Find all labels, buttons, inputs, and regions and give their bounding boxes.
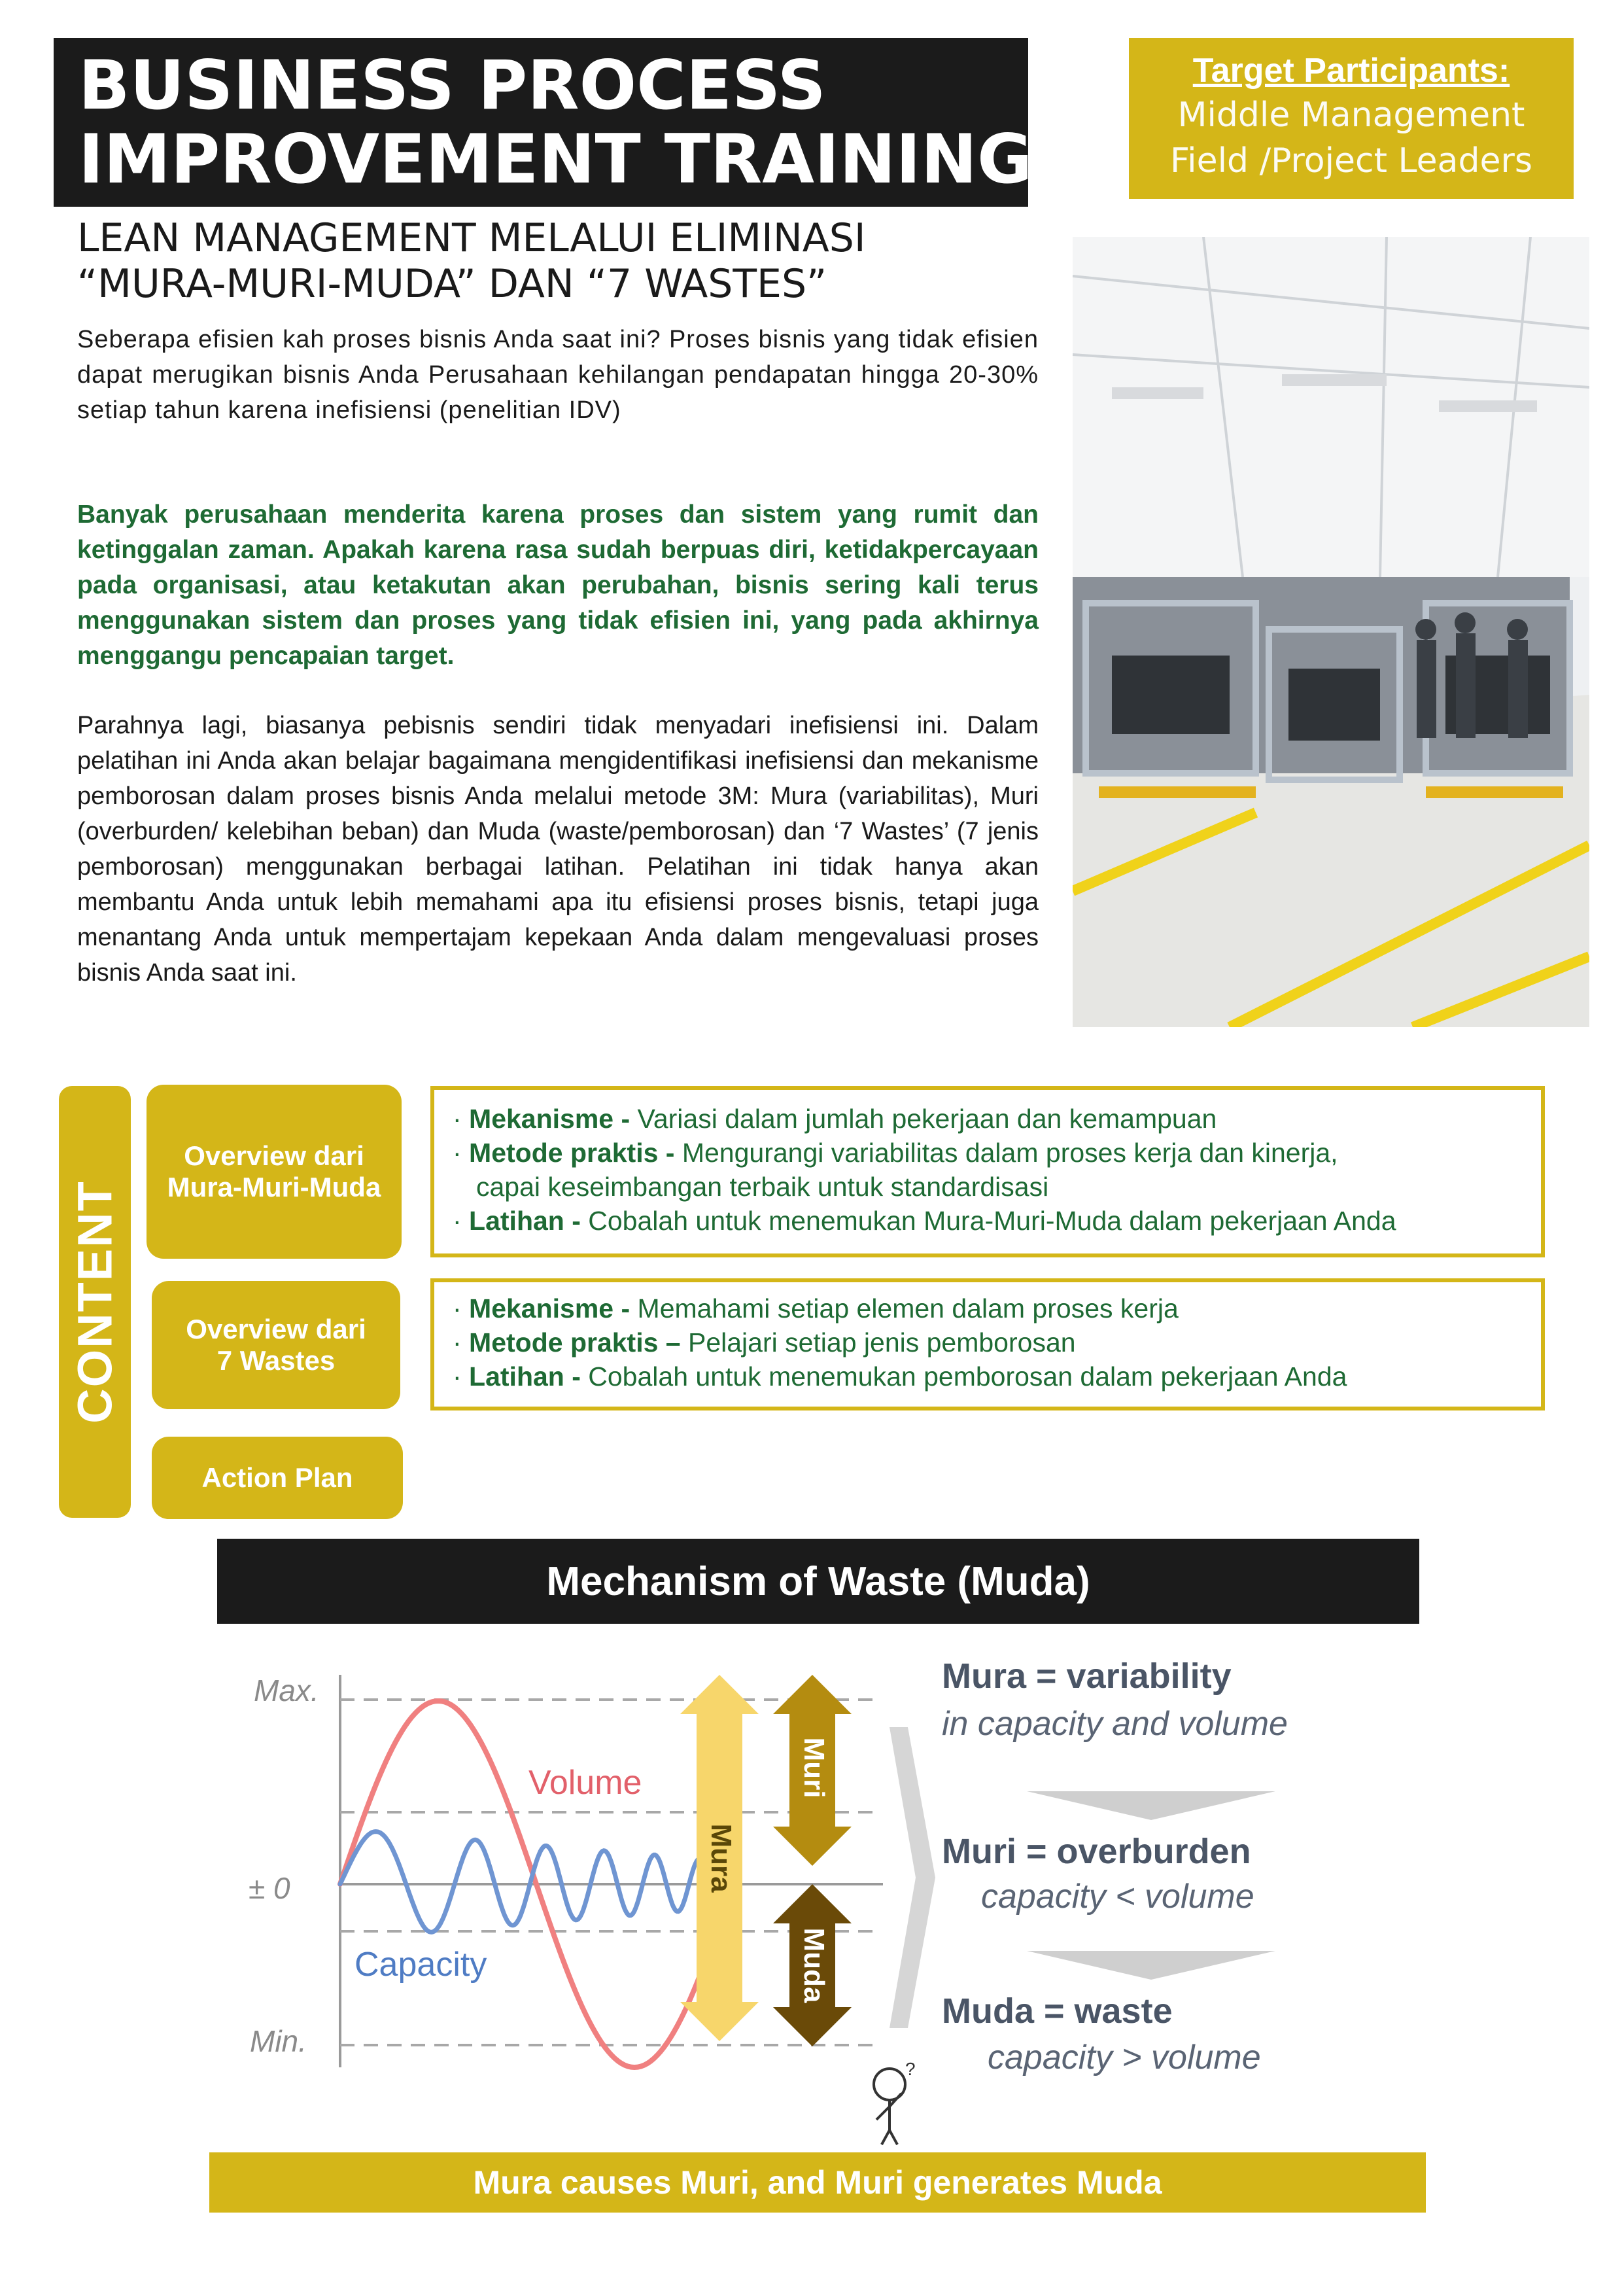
- topic-mura-muri-muda: [147, 1085, 402, 1259]
- topic-line: Mura-Muri-Muda: [167, 1172, 381, 1202]
- detail-item: · Latihan - Cobalah untuk menemukan Mura-Muri-Muda dalam pekerjaan Anda: [453, 1206, 1396, 1236]
- target-item: Field /Project Leaders: [1170, 141, 1532, 181]
- detail-text: Mengurangi variabilitas dalam proses kerja dan kinerja,: [674, 1138, 1338, 1168]
- axis-zero-label: ± 0: [249, 1871, 290, 1905]
- title-line-2: IMPROVEMENT TRAINING: [78, 120, 1033, 199]
- detail-text: capai keseimbangan terbaik untuk standardisasi: [476, 1172, 1049, 1202]
- details-mura-muri-muda: [430, 1086, 1545, 1257]
- def-muda-desc: capacity > volume: [988, 2039, 1261, 2076]
- topic-line: 7 Wastes: [216, 1345, 336, 1376]
- detail-key: Latihan -: [469, 1361, 581, 1392]
- def-muri-term: Muri = overburden: [942, 1832, 1251, 1871]
- detail-key: Metode praktis -: [469, 1138, 675, 1168]
- topic-7-wastes: [152, 1281, 400, 1409]
- detail-key: Metode praktis –: [469, 1327, 681, 1358]
- muda-arrow-label: Muda: [798, 1927, 830, 2003]
- mechanism-heading: Mechanism of Waste (Muda): [217, 1539, 1419, 1624]
- subtitle-line-2: “MURA-MURI-MUDA” DAN “7 WASTES”: [77, 261, 827, 307]
- detail-key: Mekanisme -: [469, 1104, 631, 1134]
- detail-item: · Latihan - Cobalah untuk menemukan pemborosan dalam pekerjaan Anda: [453, 1361, 1347, 1392]
- def-muri-desc: capacity < volume: [981, 1878, 1254, 1916]
- intro-paragraph-3: Parahnya lagi, biasanya pebisnis sendiri tidak menyadari inefisiensi ini. Dalam pelatihan ini Anda akan belajar bagaimana mengidentifikasi inefisiensi dan mekanisme pemborosan dalam proses bisnis Anda melalui metode 3M: Mura (variabilitas), Muri (overburden/ kelebihan beban) dan Muda (waste/pemborosan) dan ‘7 Wastes’ (7 jenis pemborosan) menggunakan berbagai latihan. Pelatihan ini tidak hanya akan membantu Anda untuk lebih memahami apa itu efisiensi proses bisnis, tetapi juga menantang Anda untuk mempertajam kepekaan Anda dalam mengevaluasi proses bisnis Anda saat ini.: [77, 712, 1039, 987]
- muri-arrow: [773, 1675, 852, 1866]
- intro-paragraph-2: Banyak perusahaan menderita karena proses dan sistem yang rumit dan ketinggalan zaman. Apakah karena rasa sudah berpuas diri, ketidakpercayaan pada organisasi, atau ketakutan akan perubahan, bisnis sering kali terus menggunakan sistem dan proses yang tidak efisien ini, yang pada akhirnya menggangu pencapaian target.: [77, 500, 1039, 670]
- axis-min-label: Min.: [250, 2024, 307, 2058]
- detail-text: Pelajari setiap jenis pemborosan: [680, 1327, 1076, 1358]
- capacity-label: Capacity: [354, 1946, 487, 1984]
- muda-arrow: [773, 1884, 852, 2046]
- def-mura-term: Mura = variability: [942, 1656, 1232, 1696]
- volume-label: Volume: [528, 1764, 642, 1802]
- detail-text: Cobalah untuk menemukan pemborosan dalam pekerjaan Anda: [580, 1361, 1347, 1392]
- detail-text: Cobalah untuk menemukan Mura-Muri-Muda dalam pekerjaan Anda: [580, 1206, 1396, 1236]
- down-arrow-icon: [1027, 1951, 1275, 1980]
- mechanism-diagram: [235, 1649, 1360, 2146]
- target-heading: Target Participants:: [1192, 52, 1510, 90]
- content-label: CONTENT: [67, 1180, 122, 1424]
- detail-item: · Metode praktis – Pelajari setiap jenis pemborosan: [453, 1327, 1076, 1358]
- mura-arrow: [680, 1675, 759, 2041]
- target-participants-box: [1129, 38, 1574, 199]
- detail-text: Variasi dalam jumlah pekerjaan dan kemampuan: [630, 1104, 1217, 1134]
- target-item: Middle Management: [1177, 96, 1525, 135]
- down-arrow-icon: [1027, 1791, 1275, 1820]
- footer-statement: Mura causes Muri, and Muri generates Muda: [209, 2152, 1426, 2213]
- title-line-1: BUSINESS PROCESS: [78, 46, 826, 125]
- workshop-photo: [1073, 237, 1589, 1027]
- topic-line: Action Plan: [201, 1462, 353, 1493]
- detail-text: Memahami setiap elemen dalam proses kerja: [630, 1293, 1179, 1323]
- axis-max-label: Max.: [254, 1673, 319, 1708]
- intro-paragraph-1: Seberapa efisien kah proses bisnis Anda saat ini? Proses bisnis yang tidak efisien dapat merugikan bisnis Anda Perusahaan kehilangan pendapatan hingga 20-30% setiap tahun karena inefisiensi (penelitian IDV): [77, 326, 1039, 424]
- details-7-wastes: [430, 1278, 1545, 1410]
- topic-action-plan: [152, 1437, 403, 1519]
- chevron-right-icon: [890, 1727, 935, 2028]
- mura-arrow-label: Mura: [705, 1823, 737, 1893]
- thinking-person-icon: [874, 2069, 905, 2145]
- def-mura-desc: in capacity and volume: [942, 1705, 1288, 1743]
- detail-item: · Metode praktis - Mengurangi variabilitas dalam proses kerja dan kinerja,: [453, 1138, 1338, 1168]
- content-side-label: [59, 1086, 131, 1518]
- detail-key: Mekanisme -: [469, 1293, 631, 1323]
- def-muda-term: Muda = waste: [942, 1991, 1173, 2031]
- topic-line: Overview dari: [184, 1140, 364, 1171]
- detail-item: · Mekanisme - Memahami setiap elemen dalam proses kerja: [453, 1293, 1179, 1323]
- detail-item: [476, 1170, 1048, 1204]
- subtitle-line-1: LEAN MANAGEMENT MELALUI ELIMINASI: [77, 215, 866, 261]
- muri-arrow-label: Muri: [798, 1737, 830, 1798]
- question-mark-icon: ?: [905, 2059, 916, 2079]
- detail-item: · Mekanisme - Variasi dalam jumlah pekerjaan dan kemampuan: [453, 1104, 1217, 1134]
- topic-line: Overview dari: [186, 1314, 366, 1344]
- title-banner: [54, 38, 1033, 207]
- detail-key: Latihan -: [469, 1206, 581, 1236]
